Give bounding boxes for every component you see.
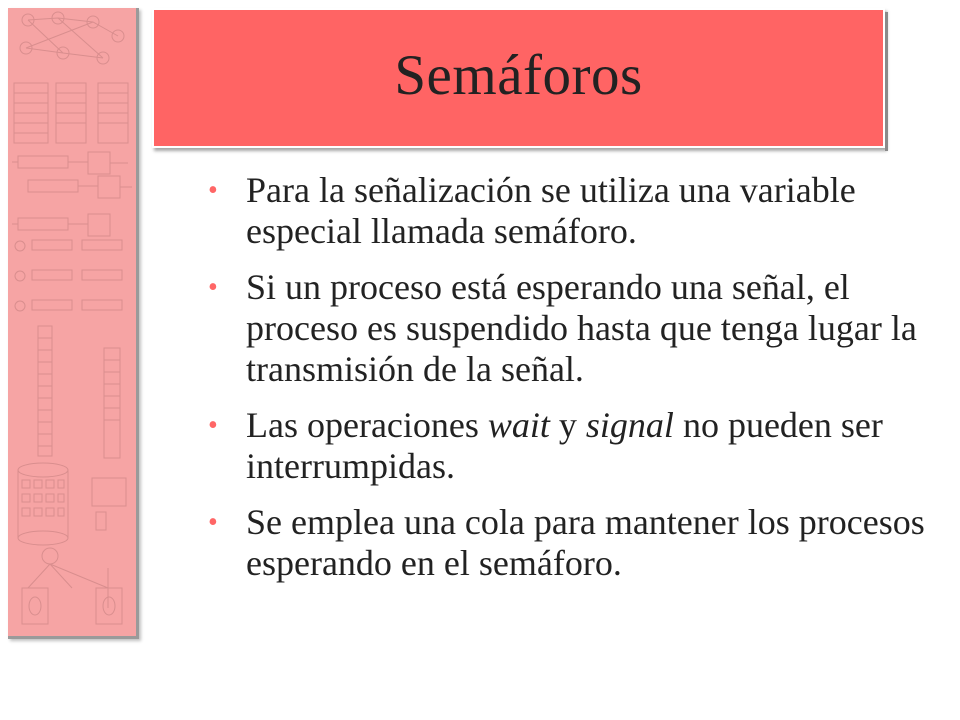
bullet-item	[208, 502, 948, 584]
bullet-dot-icon: •	[208, 507, 218, 538]
wait-keyword: wait	[487, 405, 550, 445]
bullet-text-part: Las operaciones	[246, 405, 488, 445]
bullet-text-part: y	[549, 405, 586, 445]
signal-keyword: signal	[585, 405, 674, 445]
slide-title: Semáforos	[394, 43, 643, 107]
bullet-item	[208, 170, 948, 252]
bullet-text	[246, 405, 883, 486]
bullet-dot-icon: •	[208, 272, 218, 303]
bullet-list	[208, 170, 948, 599]
bullet-text: Para la señalización se utiliza una variable especial llamada semáforo.	[246, 170, 856, 251]
decorative-sidebar	[8, 8, 139, 639]
title-banner	[152, 8, 885, 148]
bullet-dot-icon: •	[208, 410, 218, 441]
bullet-text-part: no pueden ser interrumpidas.	[246, 405, 883, 486]
sidebar-diagram-art	[8, 8, 136, 636]
bullet-text: Se emplea una cola para mantener los procesos esperando en el semáforo.	[246, 502, 925, 583]
bullet-item	[208, 405, 948, 487]
bullet-item	[208, 267, 948, 390]
bullet-text: Si un proceso está esperando una señal, el proceso es suspendido hasta que tenga lugar la transmisión de la señal.	[246, 267, 917, 389]
bullet-dot-icon: •	[208, 175, 218, 206]
